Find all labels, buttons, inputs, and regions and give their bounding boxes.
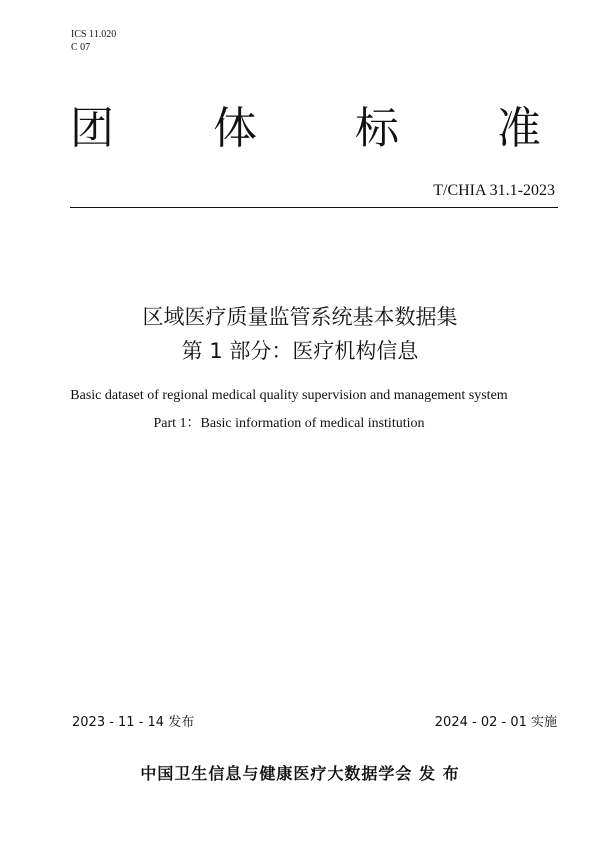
- doc-type-char-2: 体: [213, 103, 257, 154]
- header-divider: [70, 207, 558, 208]
- publish-date: 2023 - 11 - 14 发布: [72, 715, 195, 730]
- doc-type-char-4: 准: [497, 103, 541, 154]
- title-en-line-1: Basic dataset of regional medical quality supervision and management system: [70, 388, 508, 403]
- implement-date: 2024 - 02 - 01 实施: [434, 715, 557, 730]
- doc-type-char-3: 标: [355, 103, 399, 154]
- ccs-code: C 07: [71, 42, 91, 53]
- standard-number: T/CHIA 31.1-2023: [433, 182, 555, 199]
- ics-code: ICS 11.020: [71, 29, 117, 40]
- title-en-line-2: Part 1：Basic information of medical institution: [153, 416, 425, 431]
- title-cn-line-2: 第 1 部分：医疗机构信息: [181, 339, 419, 363]
- title-cn-line-1: 区域医疗质量监管系统基本数据集: [142, 305, 458, 329]
- issuer: 中国卫生信息与健康医疗大数据学会 发 布: [140, 764, 460, 783]
- doc-type-char-1: 团: [70, 103, 114, 154]
